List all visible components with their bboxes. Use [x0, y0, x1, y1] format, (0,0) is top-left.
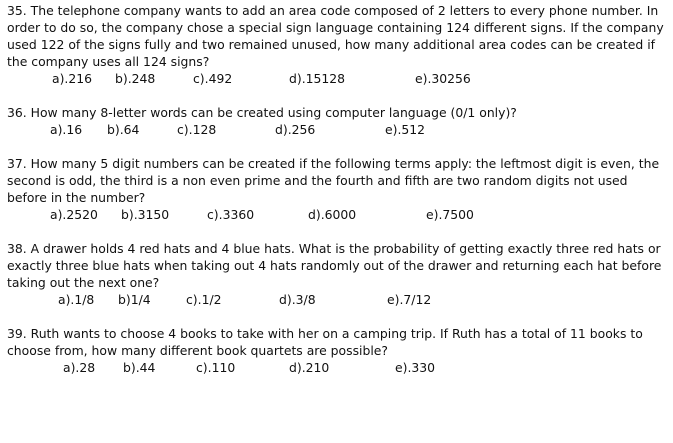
option-e: e).7500: [426, 207, 474, 222]
question-text: 38. A drawer holds 4 red hats and 4 blue hats. What is the probability of getting exactly three red hats or exactly three blue hats when taking out 4 hats randomly out of the drawer and returning each hat before taking out the next one?: [7, 241, 662, 290]
option-b: b).3150: [121, 207, 170, 222]
option-e: e).512: [385, 122, 426, 137]
question-text: 37. How many 5 digit numbers can be created if the following terms apply: the leftmost digit is even, the second is odd, the third is a non even prime and the fourth and fifth are two random digits not used before in the number?: [7, 156, 660, 205]
option-b: b)1/4: [118, 292, 151, 307]
answer-options: [7, 359, 667, 376]
option-e: e).30256: [415, 71, 471, 86]
option-d: d).15128: [289, 71, 346, 86]
option-e: e).330: [395, 360, 436, 375]
question-text: 39. Ruth wants to choose 4 books to take with her on a camping trip. If Ruth has a total of 11 books to choose from, how many different book quartets are possible?: [7, 326, 643, 358]
option-a: a).216: [52, 71, 93, 86]
option-c: c).3360: [207, 207, 255, 222]
option-d: d).210: [289, 360, 330, 375]
option-e: e).7/12: [387, 292, 432, 307]
question-36: [7, 104, 667, 138]
answer-options: [7, 291, 667, 308]
question-37: [7, 155, 667, 223]
answer-options: [7, 206, 667, 223]
question-text: 35. The telephone company wants to add an area code composed of 2 letters to every phone number. In order to do so, the company chose a special sign language containing 124 different signs. If the company used 122 of the signs fully and two remained unused, how many additional area codes can be created if the company uses all 124 signs?: [7, 3, 664, 69]
answer-options: [7, 70, 667, 87]
question-39: [7, 325, 667, 376]
option-b: b).64: [107, 122, 140, 137]
option-a: a).28: [63, 360, 96, 375]
option-a: a).16: [50, 122, 83, 137]
option-b: b).44: [123, 360, 156, 375]
question-35: [7, 2, 667, 87]
option-a: a).1/8: [58, 292, 95, 307]
option-b: b).248: [115, 71, 156, 86]
option-c: c).1/2: [186, 292, 222, 307]
question-text: 36. How many 8-letter words can be created using computer language (0/1 only)?: [7, 105, 517, 120]
option-c: c).128: [177, 122, 217, 137]
option-c: c).492: [193, 71, 233, 86]
option-d: d).3/8: [279, 292, 316, 307]
option-d: d).6000: [308, 207, 357, 222]
option-c: c).110: [196, 360, 236, 375]
answer-options: [7, 121, 667, 138]
option-a: a).2520: [50, 207, 98, 222]
option-d: d).256: [275, 122, 316, 137]
question-38: [7, 240, 667, 308]
